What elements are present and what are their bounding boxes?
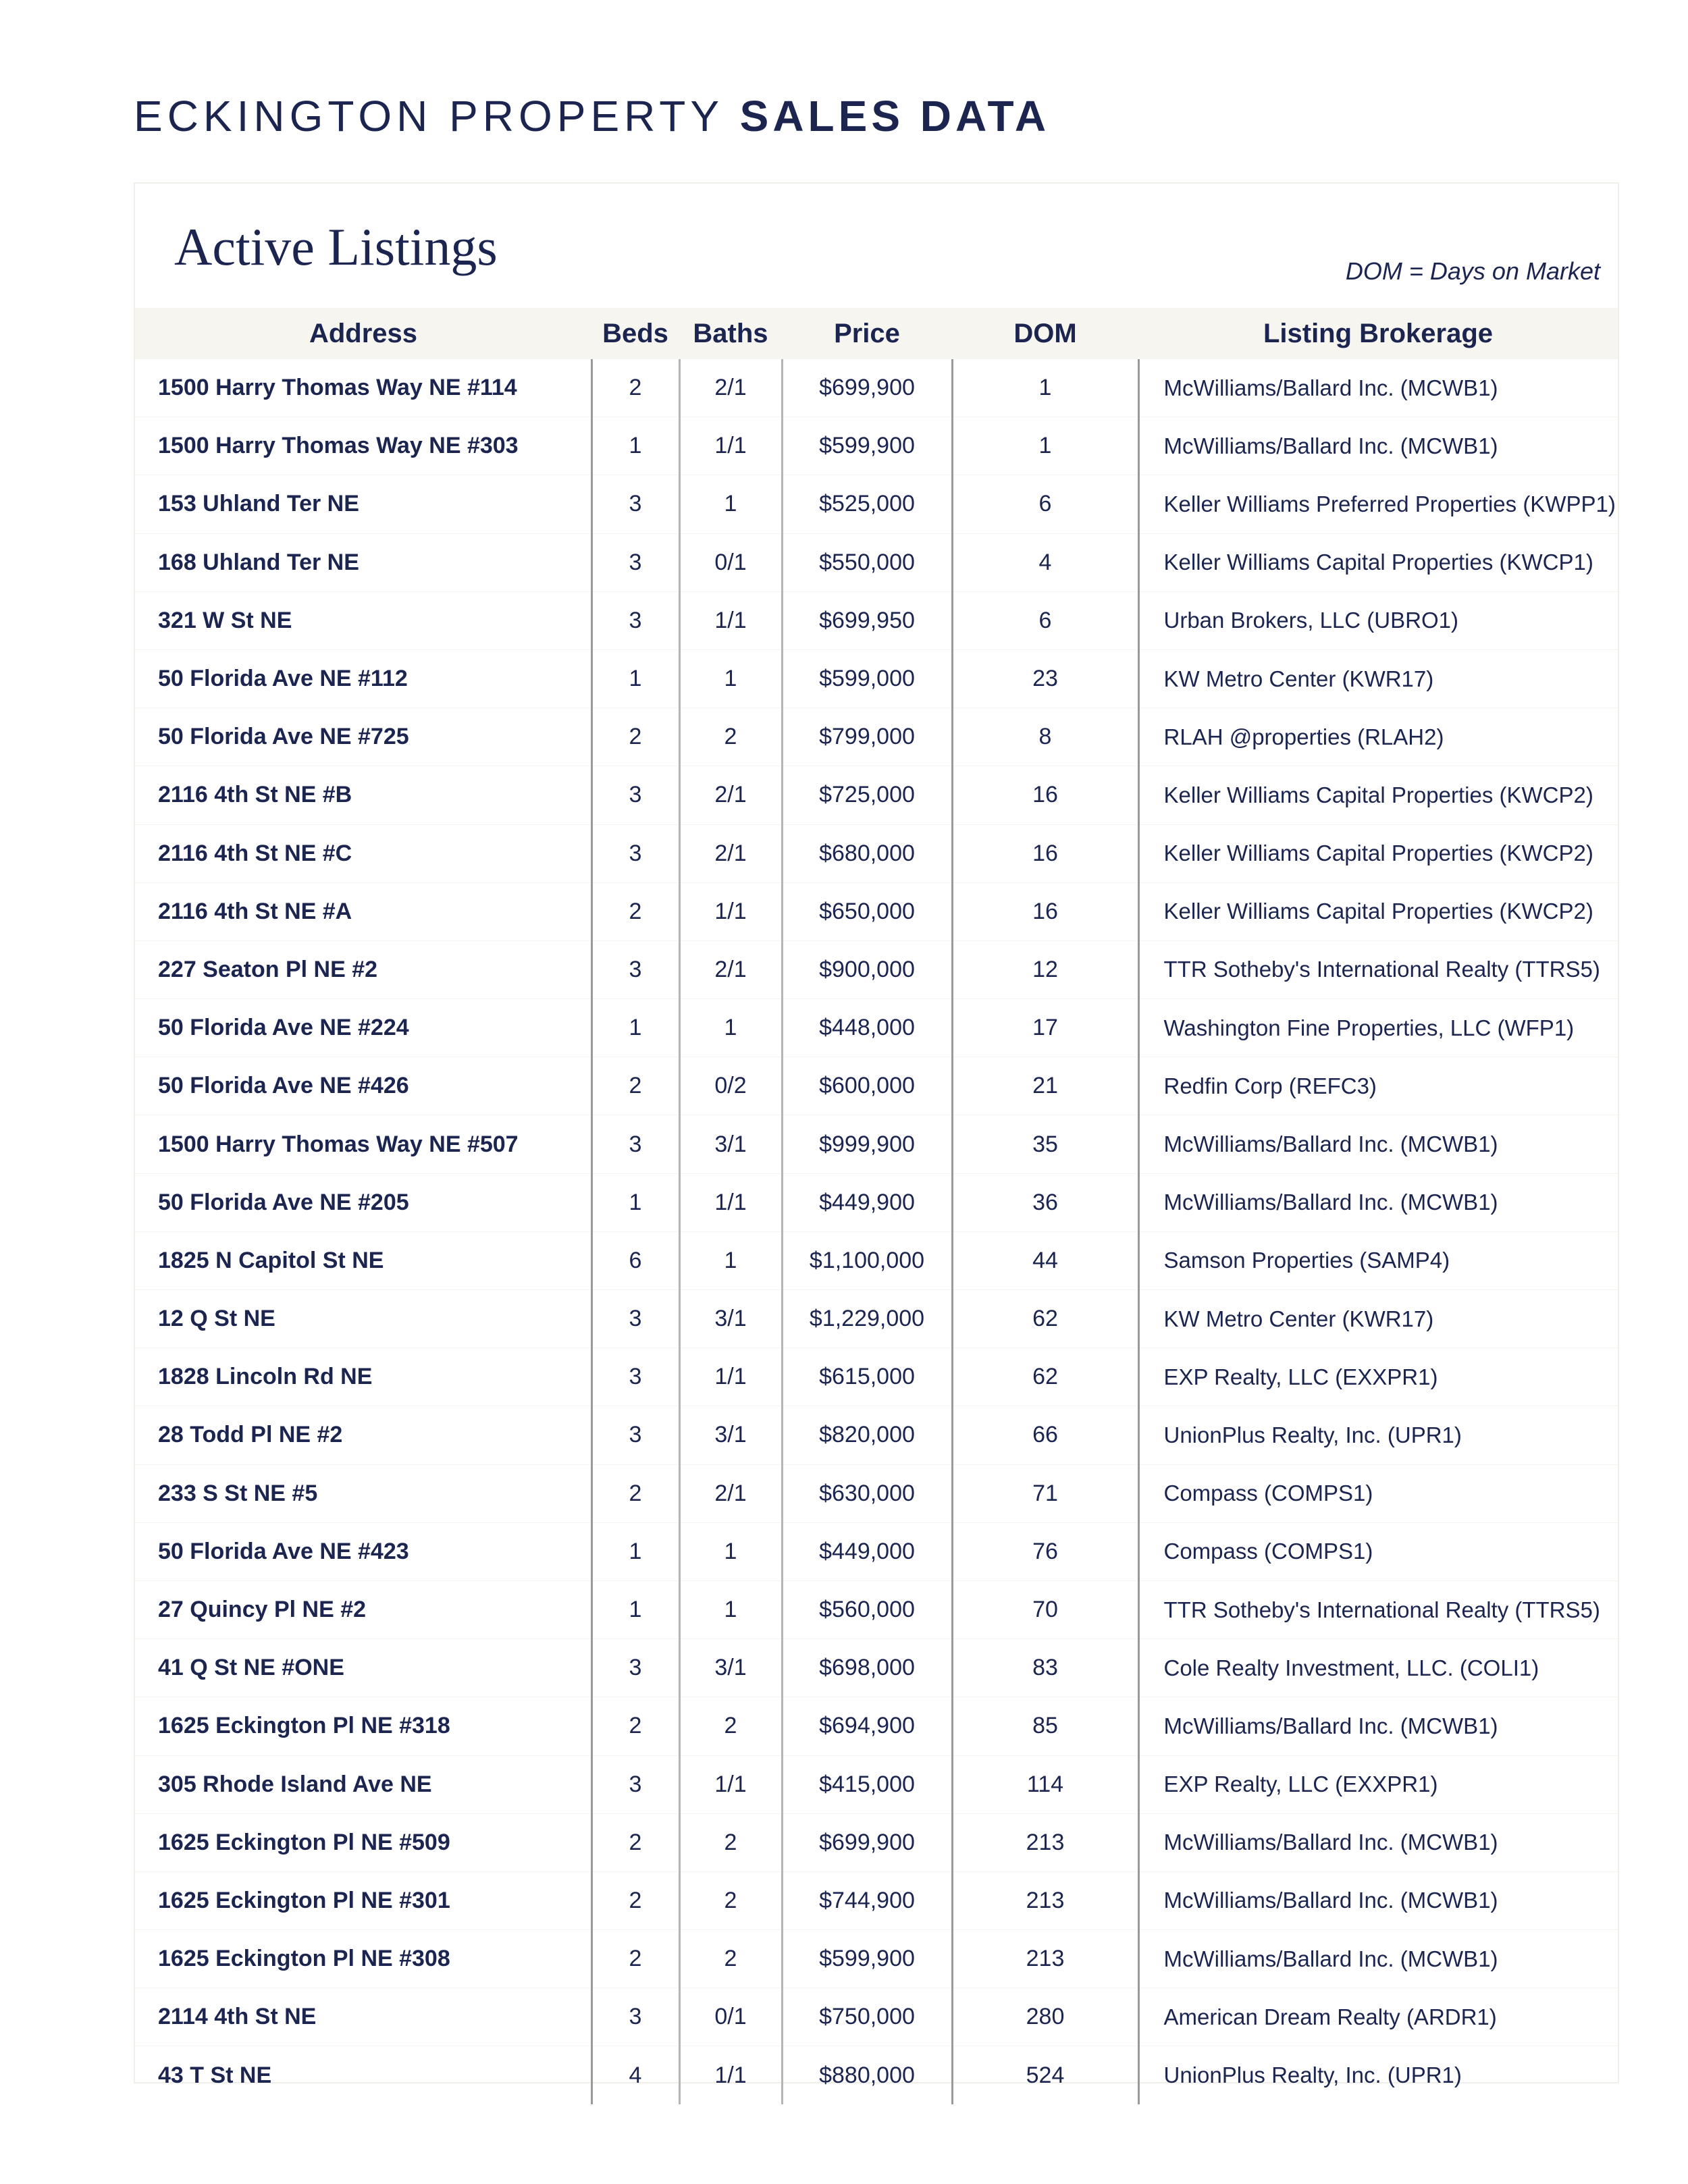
- price-cell: $599,900: [782, 1930, 952, 1988]
- table-row: [135, 882, 1618, 940]
- table-body: [135, 359, 1618, 2104]
- baths-cell: 3/1: [679, 1115, 782, 1173]
- price-cell: $600,000: [782, 1057, 952, 1115]
- table-row: [135, 1348, 1618, 1406]
- address-cell: 28 Todd Pl NE #2: [135, 1406, 591, 1464]
- dom-cell: 17: [952, 999, 1138, 1057]
- dom-cell: 524: [952, 2046, 1138, 2104]
- page-title-light: ECKINGTON PROPERTY: [134, 92, 723, 140]
- address-cell: 50 Florida Ave NE #426: [135, 1057, 591, 1115]
- address-cell: 305 Rhode Island Ave NE: [135, 1755, 591, 1813]
- beds-cell: 1: [591, 1522, 679, 1580]
- beds-cell: 2: [591, 1813, 679, 1871]
- table-row: [135, 1231, 1618, 1289]
- baths-cell: 1/1: [679, 1173, 782, 1231]
- brokerage-cell: Keller Williams Capital Properties (KWCP2): [1138, 882, 1618, 940]
- beds-cell: 3: [591, 1348, 679, 1406]
- price-cell: $744,900: [782, 1871, 952, 1929]
- price-cell: $550,000: [782, 533, 952, 591]
- table-row: [135, 940, 1618, 998]
- dom-cell: 4: [952, 533, 1138, 591]
- baths-cell: 3/1: [679, 1406, 782, 1464]
- price-cell: $725,000: [782, 766, 952, 824]
- table-row: [135, 1057, 1618, 1115]
- table-row: [135, 649, 1618, 708]
- address-cell: 233 S St NE #5: [135, 1464, 591, 1522]
- beds-cell: 3: [591, 1290, 679, 1348]
- column-header-brokerage: Listing Brokerage: [1138, 308, 1618, 359]
- address-cell: 2116 4th St NE #A: [135, 882, 591, 940]
- brokerage-cell: McWilliams/Ballard Inc. (MCWB1): [1138, 359, 1618, 417]
- dom-cell: 213: [952, 1930, 1138, 1988]
- page-title-bold: SALES DATA: [739, 92, 1051, 140]
- column-header-price: Price: [782, 308, 952, 359]
- baths-cell: 1/1: [679, 882, 782, 940]
- beds-cell: 2: [591, 1057, 679, 1115]
- table-row: [135, 1697, 1618, 1755]
- baths-cell: 1: [679, 475, 782, 533]
- beds-cell: 3: [591, 591, 679, 649]
- price-cell: $694,900: [782, 1697, 952, 1755]
- address-cell: 1625 Eckington Pl NE #301: [135, 1871, 591, 1929]
- brokerage-cell: TTR Sotheby's International Realty (TTRS5): [1138, 1580, 1618, 1639]
- beds-cell: 2: [591, 882, 679, 940]
- dom-cell: 114: [952, 1755, 1138, 1813]
- brokerage-cell: Redfin Corp (REFC3): [1138, 1057, 1618, 1115]
- dom-legend-note: DOM = Days on Market: [1345, 257, 1600, 285]
- page-title: [134, 89, 1050, 143]
- beds-cell: 3: [591, 1988, 679, 2046]
- price-cell: $699,900: [782, 1813, 952, 1871]
- price-cell: $698,000: [782, 1639, 952, 1697]
- beds-cell: 3: [591, 475, 679, 533]
- baths-cell: 1/1: [679, 417, 782, 475]
- brokerage-cell: Cole Realty Investment, LLC. (COLI1): [1138, 1639, 1618, 1697]
- beds-cell: 4: [591, 2046, 679, 2104]
- brokerage-cell: McWilliams/Ballard Inc. (MCWB1): [1138, 1173, 1618, 1231]
- dom-cell: 62: [952, 1290, 1138, 1348]
- price-cell: $1,229,000: [782, 1290, 952, 1348]
- price-cell: $615,000: [782, 1348, 952, 1406]
- column-header-beds: Beds: [591, 308, 679, 359]
- baths-cell: 2: [679, 1930, 782, 1988]
- dom-cell: 8: [952, 708, 1138, 766]
- dom-cell: 16: [952, 882, 1138, 940]
- brokerage-cell: EXP Realty, LLC (EXXPR1): [1138, 1755, 1618, 1813]
- dom-cell: 35: [952, 1115, 1138, 1173]
- beds-cell: 3: [591, 1406, 679, 1464]
- brokerage-cell: EXP Realty, LLC (EXXPR1): [1138, 1348, 1618, 1406]
- address-cell: 12 Q St NE: [135, 1290, 591, 1348]
- beds-cell: 2: [591, 1930, 679, 1988]
- table-row: [135, 1173, 1618, 1231]
- baths-cell: 2/1: [679, 824, 782, 882]
- baths-cell: 1/1: [679, 1348, 782, 1406]
- table-row: [135, 766, 1618, 824]
- baths-cell: 2: [679, 1871, 782, 1929]
- baths-cell: 2/1: [679, 766, 782, 824]
- dom-cell: 6: [952, 591, 1138, 649]
- table-row: [135, 1639, 1618, 1697]
- address-cell: 227 Seaton Pl NE #2: [135, 940, 591, 998]
- baths-cell: 2/1: [679, 940, 782, 998]
- dom-cell: 213: [952, 1813, 1138, 1871]
- table-row: [135, 533, 1618, 591]
- brokerage-cell: McWilliams/Ballard Inc. (MCWB1): [1138, 417, 1618, 475]
- dom-cell: 21: [952, 1057, 1138, 1115]
- baths-cell: 2: [679, 708, 782, 766]
- baths-cell: 0/2: [679, 1057, 782, 1115]
- baths-cell: 1: [679, 999, 782, 1057]
- price-cell: $880,000: [782, 2046, 952, 2104]
- price-cell: $415,000: [782, 1755, 952, 1813]
- price-cell: $448,000: [782, 999, 952, 1057]
- beds-cell: 1: [591, 417, 679, 475]
- baths-cell: 1/1: [679, 1755, 782, 1813]
- price-cell: $699,900: [782, 359, 952, 417]
- beds-cell: 3: [591, 1755, 679, 1813]
- dom-cell: 12: [952, 940, 1138, 998]
- table-row: [135, 1290, 1618, 1348]
- baths-cell: 1/1: [679, 2046, 782, 2104]
- address-cell: 1828 Lincoln Rd NE: [135, 1348, 591, 1406]
- table-row: [135, 1813, 1618, 1871]
- brokerage-cell: KW Metro Center (KWR17): [1138, 1290, 1618, 1348]
- brokerage-cell: McWilliams/Ballard Inc. (MCWB1): [1138, 1813, 1618, 1871]
- dom-cell: 44: [952, 1231, 1138, 1289]
- dom-cell: 16: [952, 766, 1138, 824]
- address-cell: 50 Florida Ave NE #112: [135, 649, 591, 708]
- table-row: [135, 1930, 1618, 1988]
- brokerage-cell: UnionPlus Realty, Inc. (UPR1): [1138, 1406, 1618, 1464]
- table-row: [135, 999, 1618, 1057]
- price-cell: $680,000: [782, 824, 952, 882]
- table-row: [135, 1522, 1618, 1580]
- price-cell: $599,900: [782, 417, 952, 475]
- table-row: [135, 2046, 1618, 2104]
- dom-cell: 1: [952, 417, 1138, 475]
- dom-cell: 62: [952, 1348, 1138, 1406]
- address-cell: 1625 Eckington Pl NE #509: [135, 1813, 591, 1871]
- beds-cell: 2: [591, 359, 679, 417]
- baths-cell: 2: [679, 1697, 782, 1755]
- brokerage-cell: McWilliams/Ballard Inc. (MCWB1): [1138, 1115, 1618, 1173]
- dom-cell: 66: [952, 1406, 1138, 1464]
- brokerage-cell: Compass (COMPS1): [1138, 1464, 1618, 1522]
- brokerage-cell: TTR Sotheby's International Realty (TTRS5): [1138, 940, 1618, 998]
- price-cell: $560,000: [782, 1580, 952, 1639]
- address-cell: 1625 Eckington Pl NE #308: [135, 1930, 591, 1988]
- address-cell: 1500 Harry Thomas Way NE #507: [135, 1115, 591, 1173]
- table-row: [135, 824, 1618, 882]
- address-cell: 43 T St NE: [135, 2046, 591, 2104]
- price-cell: $820,000: [782, 1406, 952, 1464]
- price-cell: $900,000: [782, 940, 952, 998]
- address-cell: 2116 4th St NE #C: [135, 824, 591, 882]
- dom-cell: 213: [952, 1871, 1138, 1929]
- address-cell: 2114 4th St NE: [135, 1988, 591, 2046]
- price-cell: $1,100,000: [782, 1231, 952, 1289]
- dom-cell: 83: [952, 1639, 1138, 1697]
- baths-cell: 1: [679, 1231, 782, 1289]
- dom-cell: 76: [952, 1522, 1138, 1580]
- brokerage-cell: Keller Williams Preferred Properties (KWPP1): [1138, 475, 1618, 533]
- brokerage-cell: Keller Williams Capital Properties (KWCP2): [1138, 766, 1618, 824]
- address-cell: 2116 4th St NE #B: [135, 766, 591, 824]
- dom-cell: 6: [952, 475, 1138, 533]
- dom-cell: 85: [952, 1697, 1138, 1755]
- table-row: [135, 1988, 1618, 2046]
- price-cell: $630,000: [782, 1464, 952, 1522]
- dom-cell: 23: [952, 649, 1138, 708]
- beds-cell: 1: [591, 1173, 679, 1231]
- price-cell: $525,000: [782, 475, 952, 533]
- brokerage-cell: Samson Properties (SAMP4): [1138, 1231, 1618, 1289]
- table-row: [135, 1871, 1618, 1929]
- beds-cell: 6: [591, 1231, 679, 1289]
- brokerage-cell: UnionPlus Realty, Inc. (UPR1): [1163, 2062, 1462, 2088]
- table-row: [135, 1755, 1618, 1813]
- table-row: [135, 1464, 1618, 1522]
- baths-cell: 1/1: [679, 591, 782, 649]
- price-cell: $699,950: [782, 591, 952, 649]
- price-cell: $449,900: [782, 1173, 952, 1231]
- brokerage-cell: KW Metro Center (KWR17): [1138, 649, 1618, 708]
- beds-cell: 3: [591, 1115, 679, 1173]
- brokerage-cell: Compass (COMPS1): [1138, 1522, 1618, 1580]
- beds-cell: 2: [591, 1464, 679, 1522]
- dom-cell: 70: [952, 1580, 1138, 1639]
- price-cell: $599,000: [782, 649, 952, 708]
- table-row: [135, 708, 1618, 766]
- price-cell: $799,000: [782, 708, 952, 766]
- baths-cell: 1: [679, 1522, 782, 1580]
- address-cell: 27 Quincy Pl NE #2: [135, 1580, 591, 1639]
- column-header-baths: Baths: [679, 308, 782, 359]
- table-row: [135, 1115, 1618, 1173]
- beds-cell: 3: [591, 533, 679, 591]
- address-cell: 1500 Harry Thomas Way NE #303: [135, 417, 591, 475]
- price-cell: $999,900: [782, 1115, 952, 1173]
- table-header-row: [135, 308, 1618, 359]
- dom-cell: 1: [952, 359, 1138, 417]
- beds-cell: 3: [591, 766, 679, 824]
- address-cell: 50 Florida Ave NE #224: [135, 999, 591, 1057]
- beds-cell: 2: [591, 708, 679, 766]
- address-cell: 1825 N Capitol St NE: [135, 1231, 591, 1289]
- price-cell: $449,000: [782, 1522, 952, 1580]
- baths-cell: 0/1: [679, 1988, 782, 2046]
- beds-cell: 3: [591, 940, 679, 998]
- baths-cell: 3/1: [679, 1639, 782, 1697]
- beds-cell: 3: [591, 1639, 679, 1697]
- section-title: Active Listings: [174, 217, 498, 276]
- table-row: [135, 1580, 1618, 1639]
- dom-cell: 280: [952, 1988, 1138, 2046]
- beds-cell: 3: [591, 824, 679, 882]
- beds-cell: 2: [591, 1697, 679, 1755]
- address-cell: 1625 Eckington Pl NE #318: [135, 1697, 591, 1755]
- address-cell: 1500 Harry Thomas Way NE #114: [135, 359, 591, 417]
- baths-cell: 0/1: [679, 533, 782, 591]
- brokerage-cell: McWilliams/Ballard Inc. (MCWB1): [1138, 1697, 1618, 1755]
- address-cell: 50 Florida Ave NE #205: [135, 1173, 591, 1231]
- beds-cell: 1: [591, 999, 679, 1057]
- column-header-address: Address: [135, 308, 591, 359]
- brokerage-cell: RLAH @properties (RLAH2): [1138, 708, 1618, 766]
- address-cell: 41 Q St NE #ONE: [135, 1639, 591, 1697]
- table-row: [135, 591, 1618, 649]
- active-listings-table: [135, 308, 1618, 2104]
- brokerage-cell: American Dream Realty (ARDR1): [1138, 1988, 1618, 2046]
- address-cell: 168 Uhland Ter NE: [135, 533, 591, 591]
- table-row: [135, 1406, 1618, 1464]
- table-row: [135, 359, 1618, 417]
- table-row: [135, 417, 1618, 475]
- beds-cell: 1: [591, 649, 679, 708]
- address-cell: 50 Florida Ave NE #423: [135, 1522, 591, 1580]
- dom-cell: 36: [952, 1173, 1138, 1231]
- beds-cell: 1: [591, 1580, 679, 1639]
- baths-cell: 2/1: [679, 359, 782, 417]
- brokerage-cell: McWilliams/Ballard Inc. (MCWB1): [1138, 1871, 1618, 1929]
- baths-cell: 3/1: [679, 1290, 782, 1348]
- dom-cell: 16: [952, 824, 1138, 882]
- baths-cell: 2/1: [679, 1464, 782, 1522]
- brokerage-cell: Urban Brokers, LLC (UBRO1): [1138, 591, 1618, 649]
- price-cell: $650,000: [782, 882, 952, 940]
- address-cell: 153 Uhland Ter NE: [135, 475, 591, 533]
- brokerage-cell: Keller Williams Capital Properties (KWCP2): [1138, 824, 1618, 882]
- beds-cell: 2: [591, 1871, 679, 1929]
- baths-cell: 1: [679, 1580, 782, 1639]
- brokerage-cell: Washington Fine Properties, LLC (WFP1): [1138, 999, 1618, 1057]
- address-cell: 321 W St NE: [135, 591, 591, 649]
- table-row: [135, 475, 1618, 533]
- address-cell: 50 Florida Ave NE #725: [135, 708, 591, 766]
- brokerage-cell: Keller Williams Capital Properties (KWCP1): [1138, 533, 1618, 591]
- baths-cell: 1: [679, 649, 782, 708]
- brokerage-cell: McWilliams/Ballard Inc. (MCWB1): [1138, 1930, 1618, 1988]
- dom-cell: 71: [952, 1464, 1138, 1522]
- price-cell: $750,000: [782, 1988, 952, 2046]
- baths-cell: 2: [679, 1813, 782, 1871]
- column-header-dom: DOM: [952, 308, 1138, 359]
